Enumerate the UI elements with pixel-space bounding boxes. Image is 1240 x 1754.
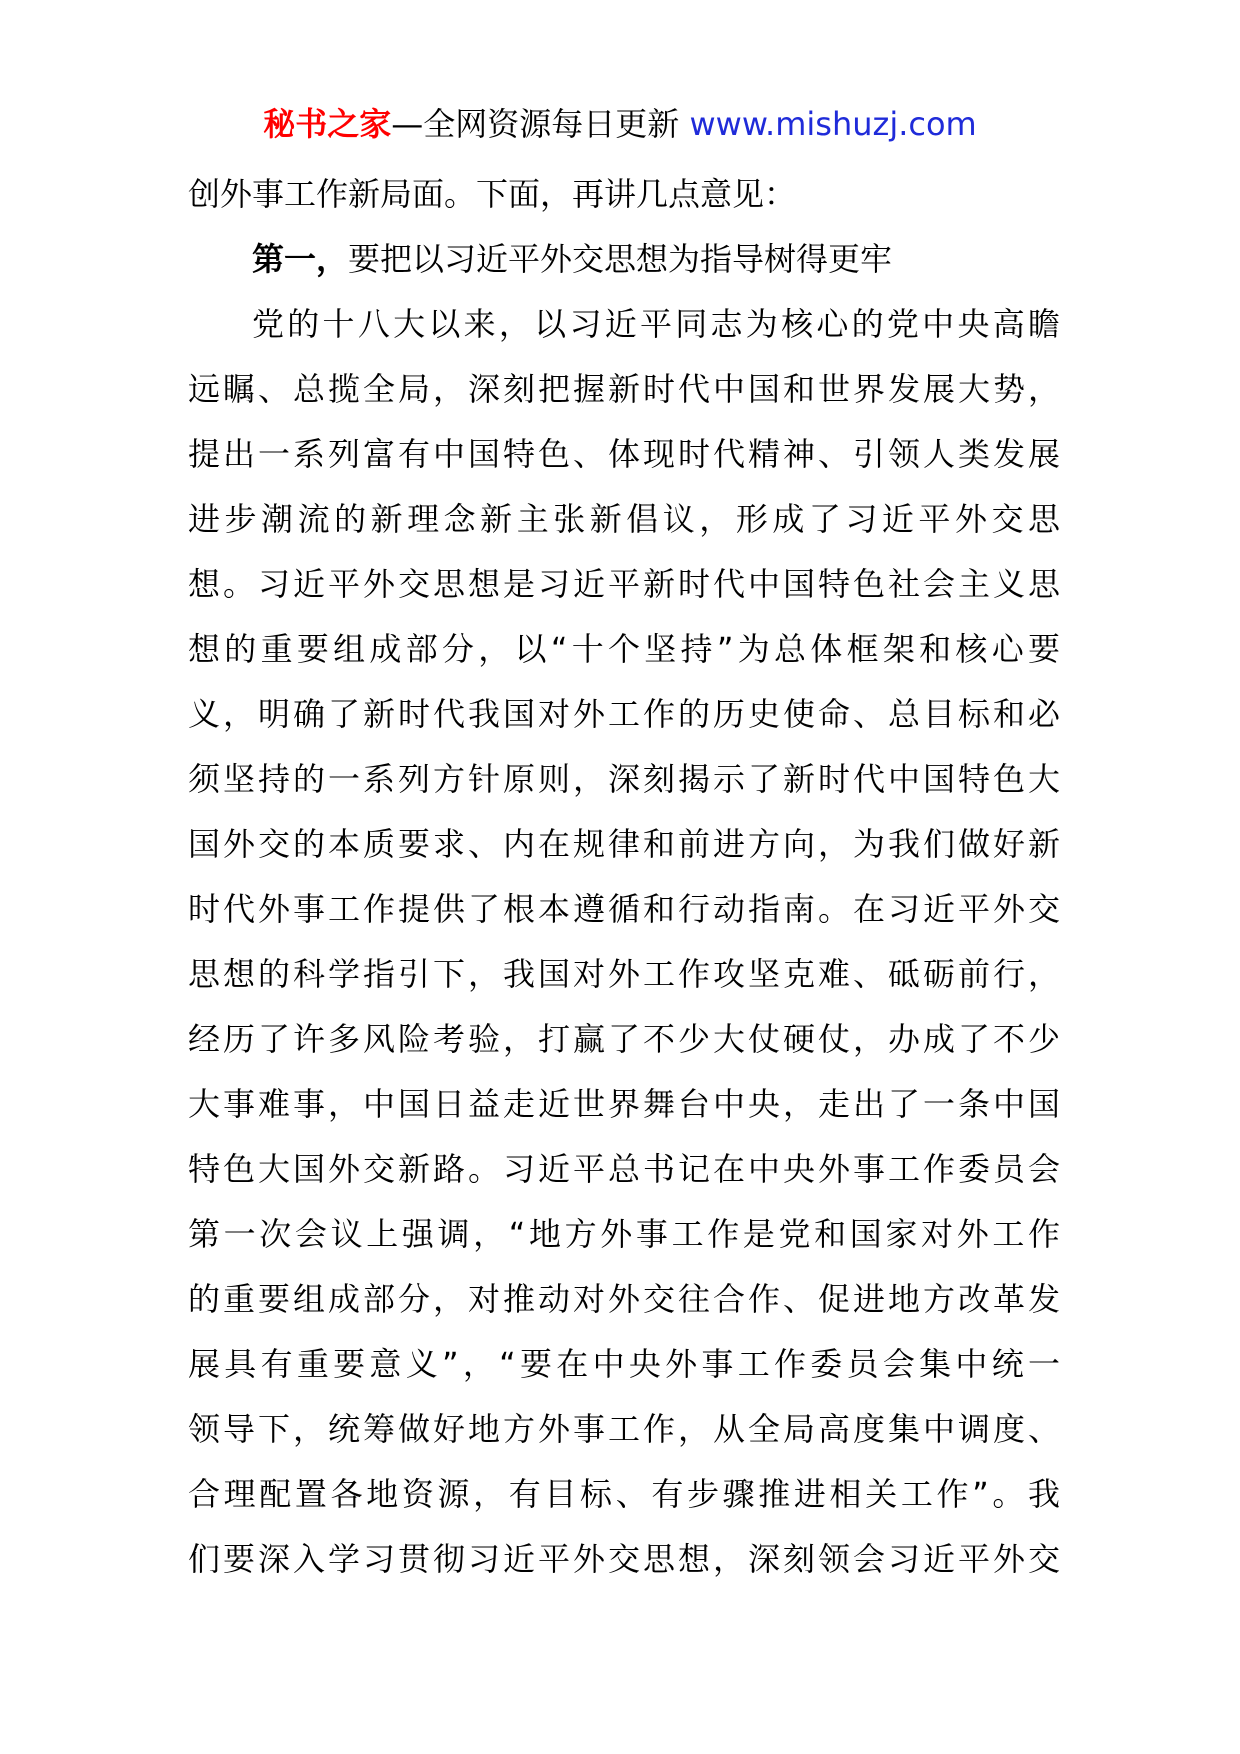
paragraph-line: 思想的科学指引下，我国对外工作攻坚克难、砥砺前行， xyxy=(188,955,1060,993)
paragraph-line: 远瞩、总揽全局，深刻把握新时代中国和世界发展大势， xyxy=(188,370,1060,408)
document-body xyxy=(188,162,1060,1592)
section-heading xyxy=(188,227,1060,292)
paragraph-line: 们要深入学习贯彻习近平外交思想，深刻领会习近平外交 xyxy=(188,1540,1060,1578)
site-url-link[interactable]: www.mishuzj.com xyxy=(689,105,977,143)
section-heading-text: 要把以习近平外交思想为指导树得更牢 xyxy=(348,240,893,278)
paragraph-line: 大事难事，中国日益走近世界舞台中央，走出了一条中国 xyxy=(188,1085,1060,1123)
paragraph-line: 想的重要组成部分，以“十个坚持”为总体框架和核心要 xyxy=(188,630,1060,668)
paragraph-line: 进步潮流的新理念新主张新倡议，形成了习近平外交思 xyxy=(188,500,1060,538)
paragraph-line: 领导下，统筹做好地方外事工作，从全局高度集中调度、 xyxy=(188,1410,1060,1448)
paragraph-line: 经历了许多风险考验，打赢了不少大仗硬仗，办成了不少 xyxy=(188,1020,1060,1058)
paragraph-line: 想。习近平外交思想是习近平新时代中国特色社会主义思 xyxy=(188,565,1060,603)
site-header xyxy=(0,98,1240,150)
site-brand: 秘书之家 xyxy=(263,105,392,143)
paragraph-line: 国外交的本质要求、内在规律和前进方向，为我们做好新 xyxy=(188,825,1060,863)
intro-line: 创外事工作新局面。下面，再讲几点意见： xyxy=(188,175,797,213)
paragraph-line: 须坚持的一系列方针原则，深刻揭示了新时代中国特色大 xyxy=(188,760,1060,798)
paragraph-line: 党的十八大以来，以习近平同志为核心的党中央高瞻 xyxy=(252,305,1060,343)
paragraph-line: 特色大国外交新路。习近平总书记在中央外事工作委员会 xyxy=(188,1150,1060,1188)
paragraph-line: 时代外事工作提供了根本遵循和行动指南。在习近平外交 xyxy=(188,890,1060,928)
paragraph-line: 合理配置各地资源，有目标、有步骤推进相关工作”。我 xyxy=(188,1475,1060,1513)
paragraph-line: 提出一系列富有中国特色、体现时代精神、引领人类发展 xyxy=(188,435,1060,473)
paragraph-line: 义，明确了新时代我国对外工作的历史使命、总目标和必 xyxy=(188,695,1060,733)
paragraph-line: 的重要组成部分，对推动对外交往合作、促进地方改革发 xyxy=(188,1280,1060,1318)
site-tagline: —全网资源每日更新 xyxy=(391,105,690,143)
paragraph-line: 展具有重要意义”，“要在中央外事工作委员会集中统一 xyxy=(188,1345,1060,1383)
section-heading-lead: 第一， xyxy=(252,240,349,278)
paragraph-line: 第一次会议上强调，“地方外事工作是党和国家对外工作 xyxy=(188,1215,1060,1253)
